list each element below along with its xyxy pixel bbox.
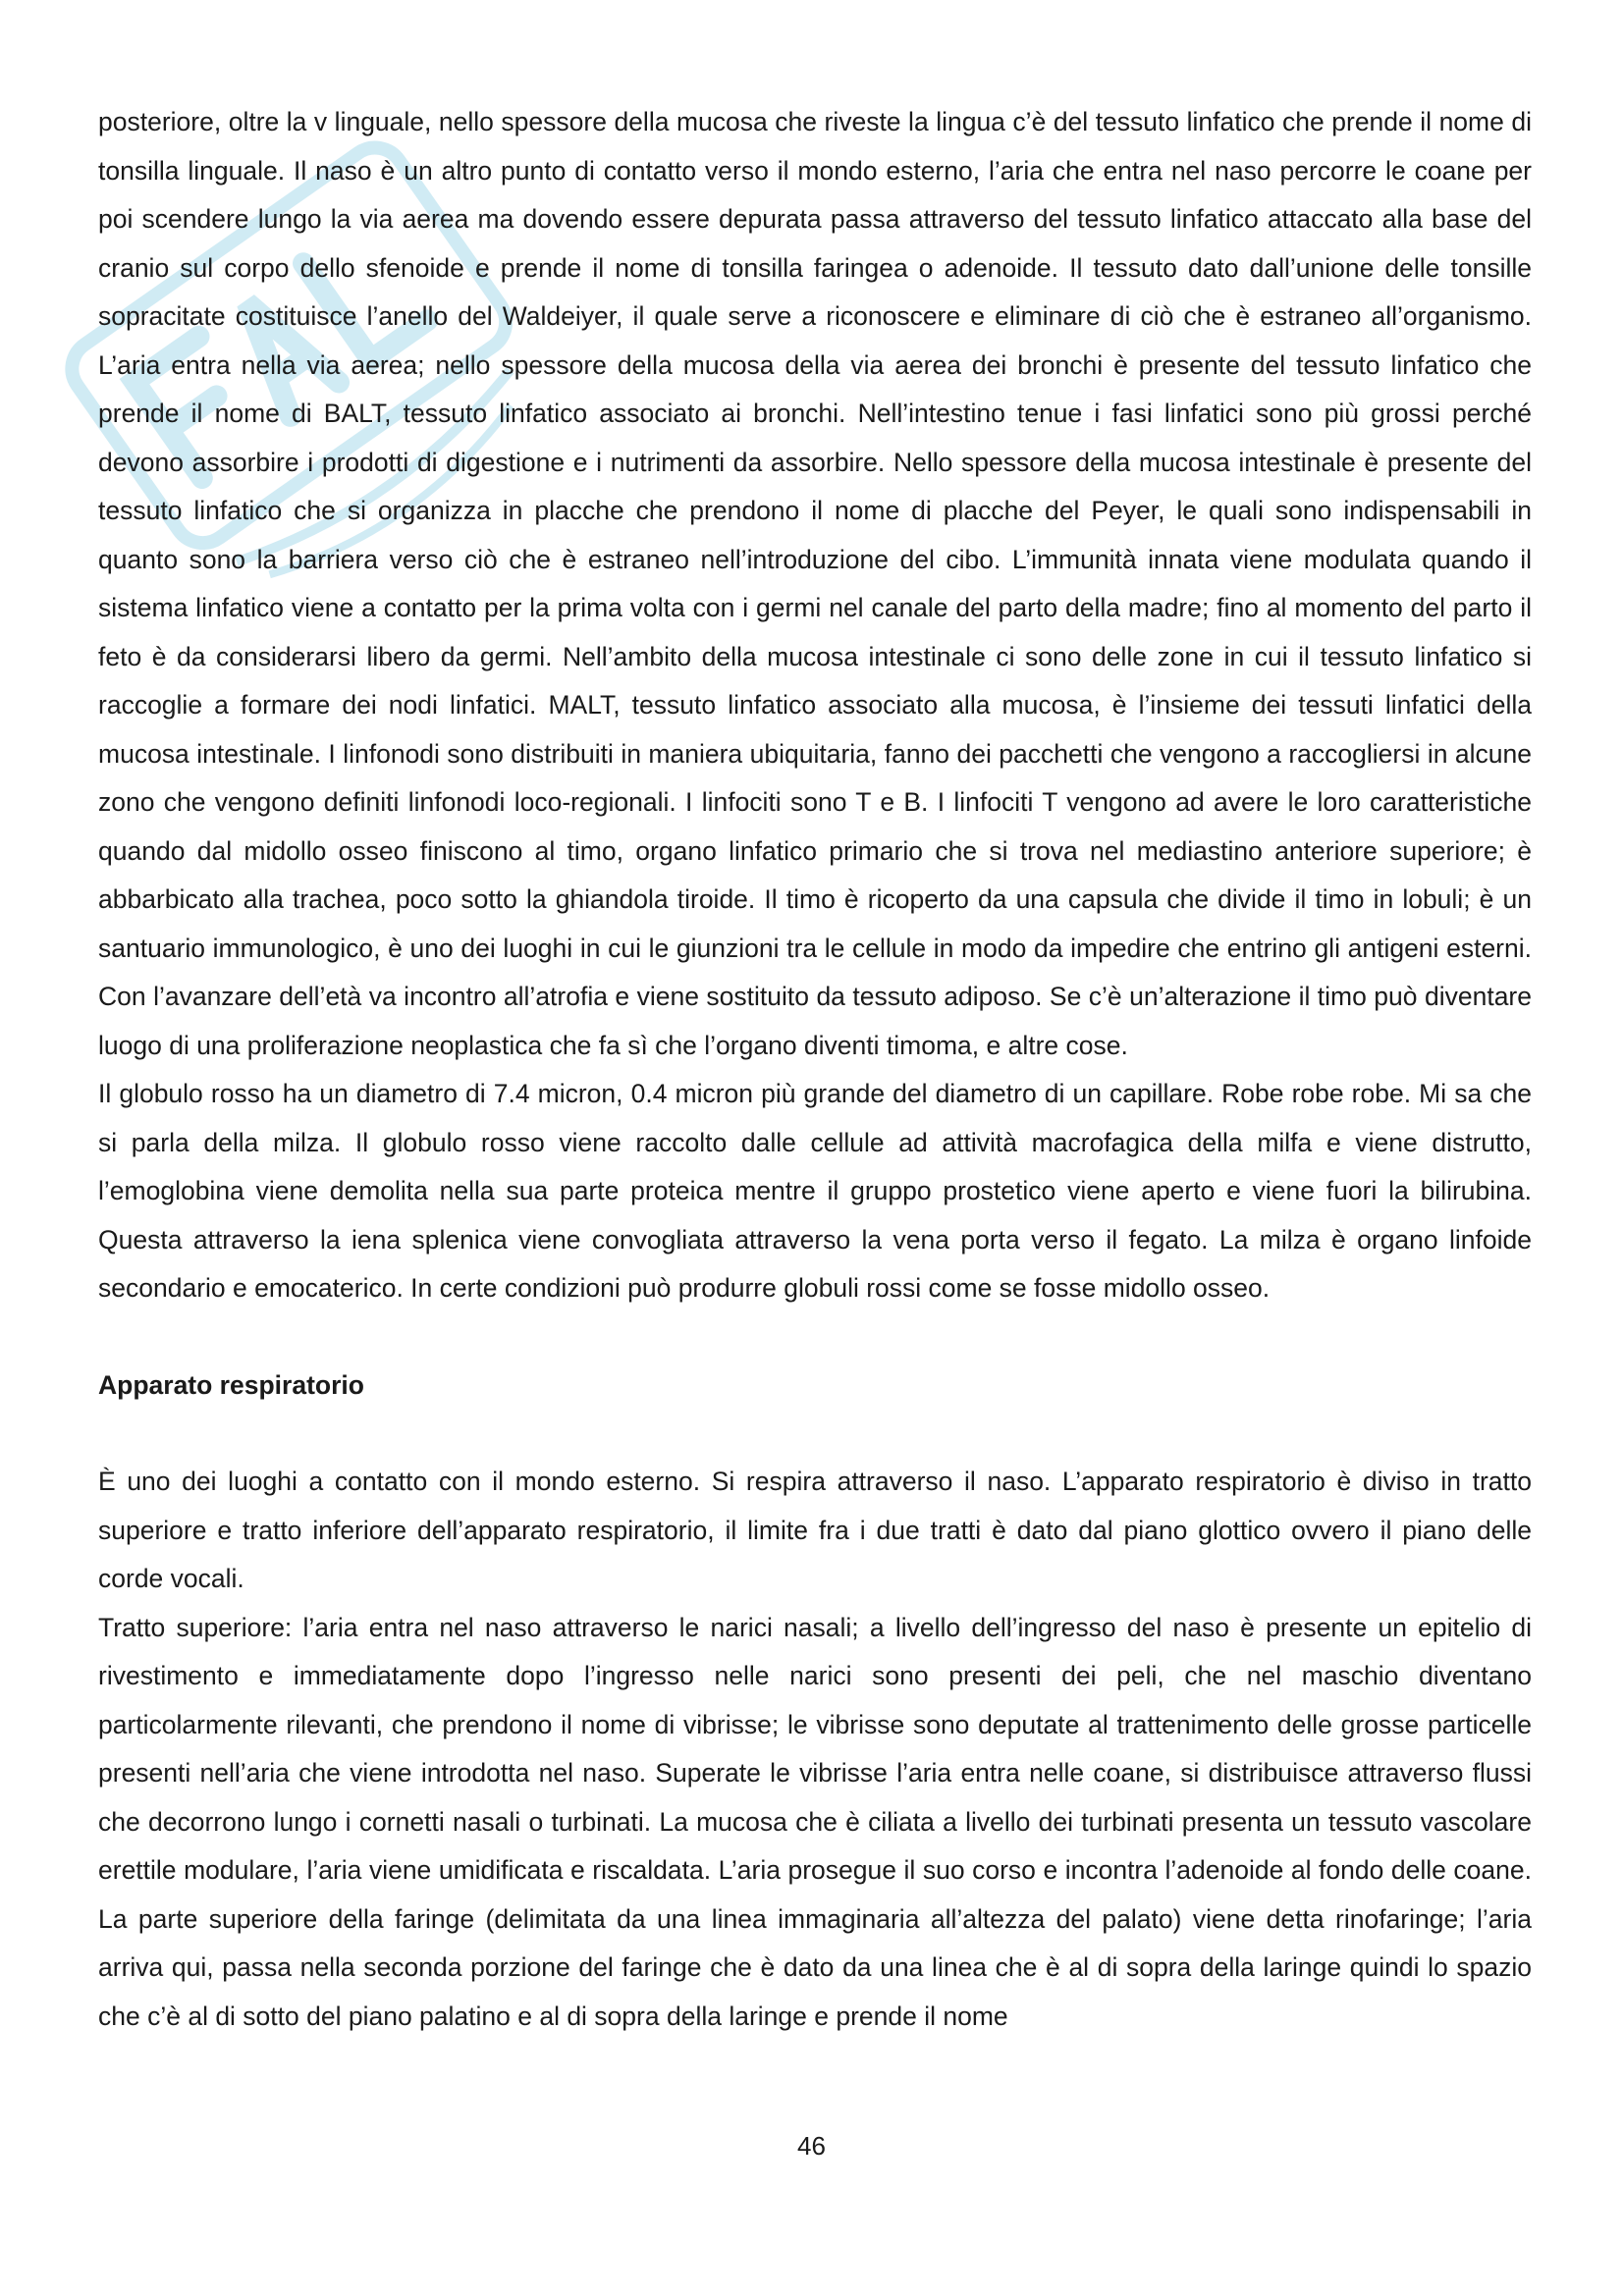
paragraph-lymphatic-tissue: posteriore, oltre la v linguale, nello spessore della mucosa che riveste la lingua c’è del tessuto linfatico che prende il nome di tonsilla linguale. Il naso è un altro punto di contatto verso il mondo esterno, l’aria che entra nel naso percorre le coane per poi scendere lungo la via aerea ma dovendo essere depurata passa attraverso del tessuto linfatico attaccato alla base del cranio sul corpo dello sfenoide e prende il nome di tonsilla faringea o adenoide. Il tessuto dato dall’unione delle tonsille sopracitate costituisce l’anello del Waldeiyer, il quale serve a riconoscere e eliminare di ciò che è estraneo all’organismo. L’aria entra nella via aerea; nello spessore della mucosa della via aerea dei bronchi è presente del tessuto linfatico che prende il nome di BALT, tessuto linfatico associato ai bronchi. Nell’intestino tenue i fasi linfatici sono più grossi perché devono assorbire i prodotti di digestione e i nutrimenti da assorbire. Nello spessore della mucosa intestinale è presente del tessuto linfatico che si organizza in placche che prendono il nome di placche del Peyer, le quali sono indispensabili in quanto sono la barriera verso ciò che è estraneo nell’introduzione del cibo. L’immunità innata viene modulata quando il sistema linfatico viene a contatto per la prima volta con i germi nel canale del parto della madre; fino al momento del parto il feto è da considerarsi libero da germi. Nell’ambito della mucosa intestinale ci sono delle zone in cui il tessuto linfatico si raccoglie a formare dei nodi linfatici. MALT, tessuto linfatico associato alla mucosa, è l’insieme dei tessuti linfatici della mucosa intestinale. I linfonodi sono distribuiti in maniera ubiquitaria, fanno dei pacchetti che vengono a raccogliersi in alcune zono che vengono definiti linfonodi loco-regionali. I linfociti sono T e B. I linfociti T vengono ad avere le loro caratteristiche quando dal midollo osseo finiscono al timo, organo linfatico primario che si trova nel mediastino anteriore superiore; è abbarbicato alla trachea, poco sotto la ghiandola tiroide. Il timo è ricoperto da una capsula che divide il timo in lobuli; è un santuario immunologico, è uno dei luoghi in cui le giunzioni tra le cellule in modo da impedire che entrino gli antigeni esterni. Con l’avanzare dell’età va incontro all’atrofia e viene sostituito da tessuto adiposo. Se c’è un’alterazione il timo può diventare luogo di una proliferazione neoplastica che fa sì che l’organo diventi timoma, e altre cose. — [98, 107, 1532, 1060]
page-number: 46 — [797, 2131, 826, 2161]
document-body — [98, 98, 1532, 2041]
paragraph-respiratory-intro: È uno dei luoghi a contatto con il mondo esterno. Si respira attraverso il naso. L’apparato respiratorio è diviso in tratto superiore e tratto inferiore dell’apparato respiratorio, il limite fra i due tratti è dato dal piano glottico ovvero il piano delle corde vocali. — [98, 1467, 1532, 1593]
paragraph-upper-tract: Tratto superiore: l’aria entra nel naso attraverso le narici nasali; a livello dell’ingresso del naso è presente un epitelio di rivestimento e immediatamente dopo l’ingresso nelle narici sono presenti dei peli, che nel maschio diventano particolarmente rilevanti, che prendono il nome di vibrisse; le vibrisse sono deputate al trattenimento delle grosse particelle presenti nell’aria che viene introdotta nel naso. Superate le vibrisse l’aria entra nelle coane, si distribuisce attraverso flussi che decorrono lungo i cornetti nasali o turbinati. La mucosa che è ciliata a livello dei turbinati presenta un tessuto vascolare erettile modulare, l’aria viene umidificata e riscaldata. L’aria prosegue il suo corso e incontra l’adenoide al fondo delle coane. La parte superiore della faringe (delimitata da una linea immaginaria all’altezza del palato) viene detta rinofaringe; l’aria arriva qui, passa nella seconda porzione del faringe che è dato da una linea che è al di sopra della laringe quindi lo spazio che c’è al di sotto del piano palatino e al di sopra della laringe e prende il nome — [98, 1612, 1532, 2031]
section-heading: Apparato respiratorio — [98, 1369, 364, 1400]
paragraph-red-blood-cell: Il globulo rosso ha un diametro di 7.4 micron, 0.4 micron più grande del diametro di un capillare. Robe robe robe. Mi sa che si parla della milza. Il globulo rosso viene raccolto dalle cellule ad attività macrofagica della milfa e viene distrutto, l’emoglobina viene demolita nella sua parte proteica mentre il gruppo prostetico viene aperto e viene fuori la bilirubina. Questa attraverso la iena splenica viene convogliata attraverso la vena porta verso il fegato. La milza è organo linfoide secondario e emocaterico. In certe condizioni può produrre globuli rossi come se fosse midollo osseo. — [98, 1079, 1532, 1303]
